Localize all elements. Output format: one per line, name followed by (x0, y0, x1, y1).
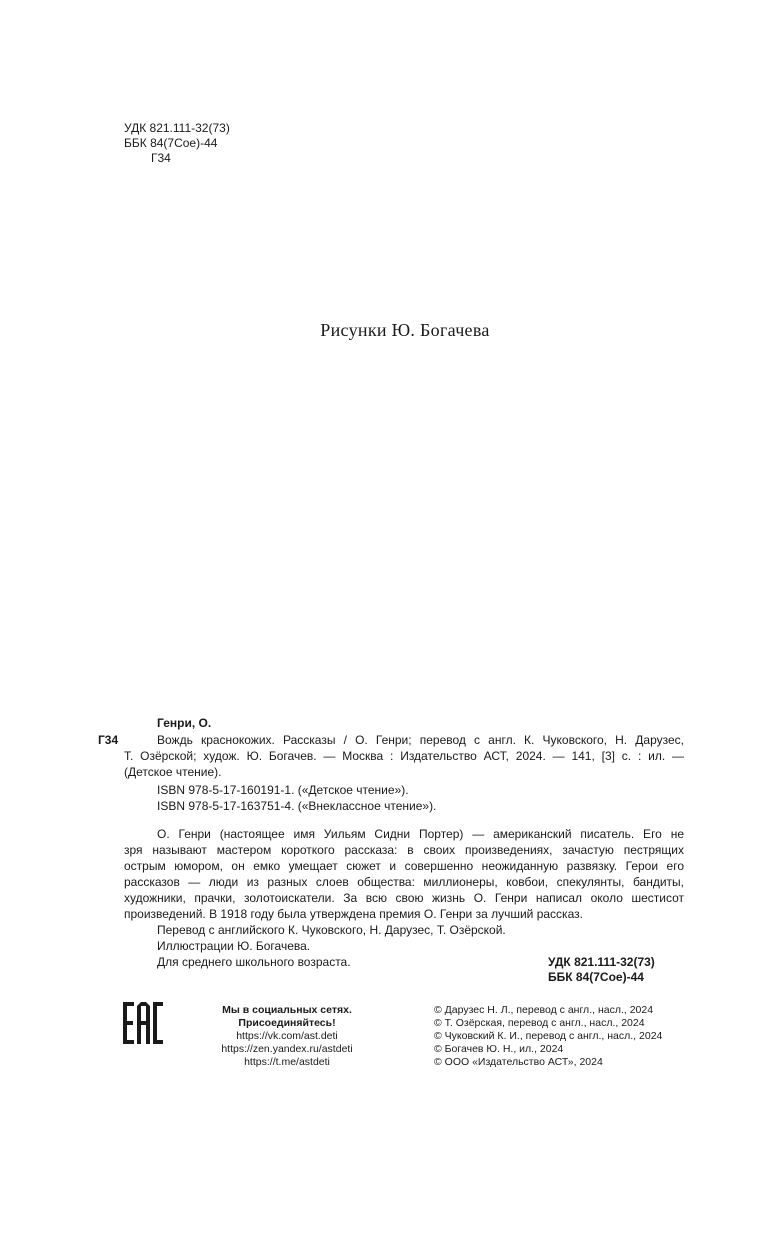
illustration-credit: Иллюстрации Ю. Богачева. (157, 939, 311, 953)
annotation (124, 826, 684, 970)
biblio-line: (Детское чтение). (124, 765, 222, 779)
copyright-line: © Дарузес Н. Л., перевод с англ., насл., 2024 (434, 1004, 654, 1016)
isbn-block (157, 782, 436, 814)
copyright-line: © Богачев Ю. Н., ил., 2024 (434, 1043, 564, 1055)
udk-code: УДК 821.111-32(73) (548, 955, 655, 969)
author-heading: Генри, О. (157, 716, 212, 730)
author-mark: Г34 (151, 151, 171, 165)
translation-credit: Перевод с английского К. Чуковского, Н. Дарузес, Т. Озёрской. (157, 923, 506, 937)
social-link-zen[interactable]: https://zen.yandex.ru/astdeti (221, 1043, 353, 1055)
catalog-mark: Г34 (98, 733, 119, 747)
age-rating: Для среднего школьного возраста. (157, 955, 351, 969)
bbk-code: ББК 84(7Сое)-44 (124, 136, 218, 150)
isbn-line: ISBN 978-5-17-160191-1. («Детское чтение»). (157, 783, 409, 797)
udk-code: УДК 821.111-32(73) (124, 121, 230, 135)
social-block (200, 1004, 374, 1069)
top-classification (124, 121, 230, 166)
annotation-line: острым юмором, он емко умещает сюжет и совершенно неожиданную развязку. Герои его (124, 859, 684, 873)
social-link-telegram[interactable]: https://t.me/astdeti (244, 1056, 330, 1068)
copyright-line: © Чуковский К. И., перевод с англ., насл., 2024 (434, 1030, 663, 1042)
social-link-vk[interactable]: https://vk.com/ast.deti (236, 1030, 338, 1042)
annotation-line: художники, прачки, золотоискатели. За всю свою жизнь О. Генри написал около шестисот (124, 891, 684, 905)
bibliographic-description (124, 732, 684, 780)
isbn-line: ISBN 978-5-17-163751-4. («Внеклассное чтение»). (157, 799, 437, 813)
annotation-line: произведений. В 1918 году была утверждена премия О. Генри за лучший рассказ. (124, 907, 583, 921)
copyright-line: © Т. Озёрская, перевод с англ., насл., 2024 (434, 1017, 645, 1029)
illustrator-credit: Рисунки Ю. Богачева (320, 320, 490, 340)
social-subheading: Присоединяйтесь! (238, 1017, 336, 1029)
annotation-line: О. Генри (настоящее имя Уильям Сидни Портер) — американский писатель. Его не (157, 827, 684, 841)
bbk-code: ББК 84(7Сое)-44 (548, 970, 644, 984)
eac-logo-icon (123, 1002, 163, 1044)
biblio-line: Вождь краснокожих. Рассказы / О. Генри; перевод с англ. К. Чуковского, Н. Дарузес, (157, 733, 684, 747)
copyright-block (434, 1004, 662, 1069)
annotation-line: зря называют мастером короткого рассказа: в своих произведениях, зачастую пестрящих (124, 843, 684, 857)
annotation-line: рассказов — люди из разных слоев общества: миллионеры, ковбои, спекулянты, бандиты, (124, 875, 684, 889)
biblio-line: Т. Озёрской; худож. Ю. Богачев. — Москва : Издательство АСТ, 2024. — 141, [3] с. : ил. — (124, 749, 684, 763)
copyright-line: © ООО «Издательство АСТ», 2024 (434, 1056, 603, 1068)
social-heading: Мы в социальных сетях. (222, 1004, 352, 1016)
bottom-classification (548, 955, 655, 985)
